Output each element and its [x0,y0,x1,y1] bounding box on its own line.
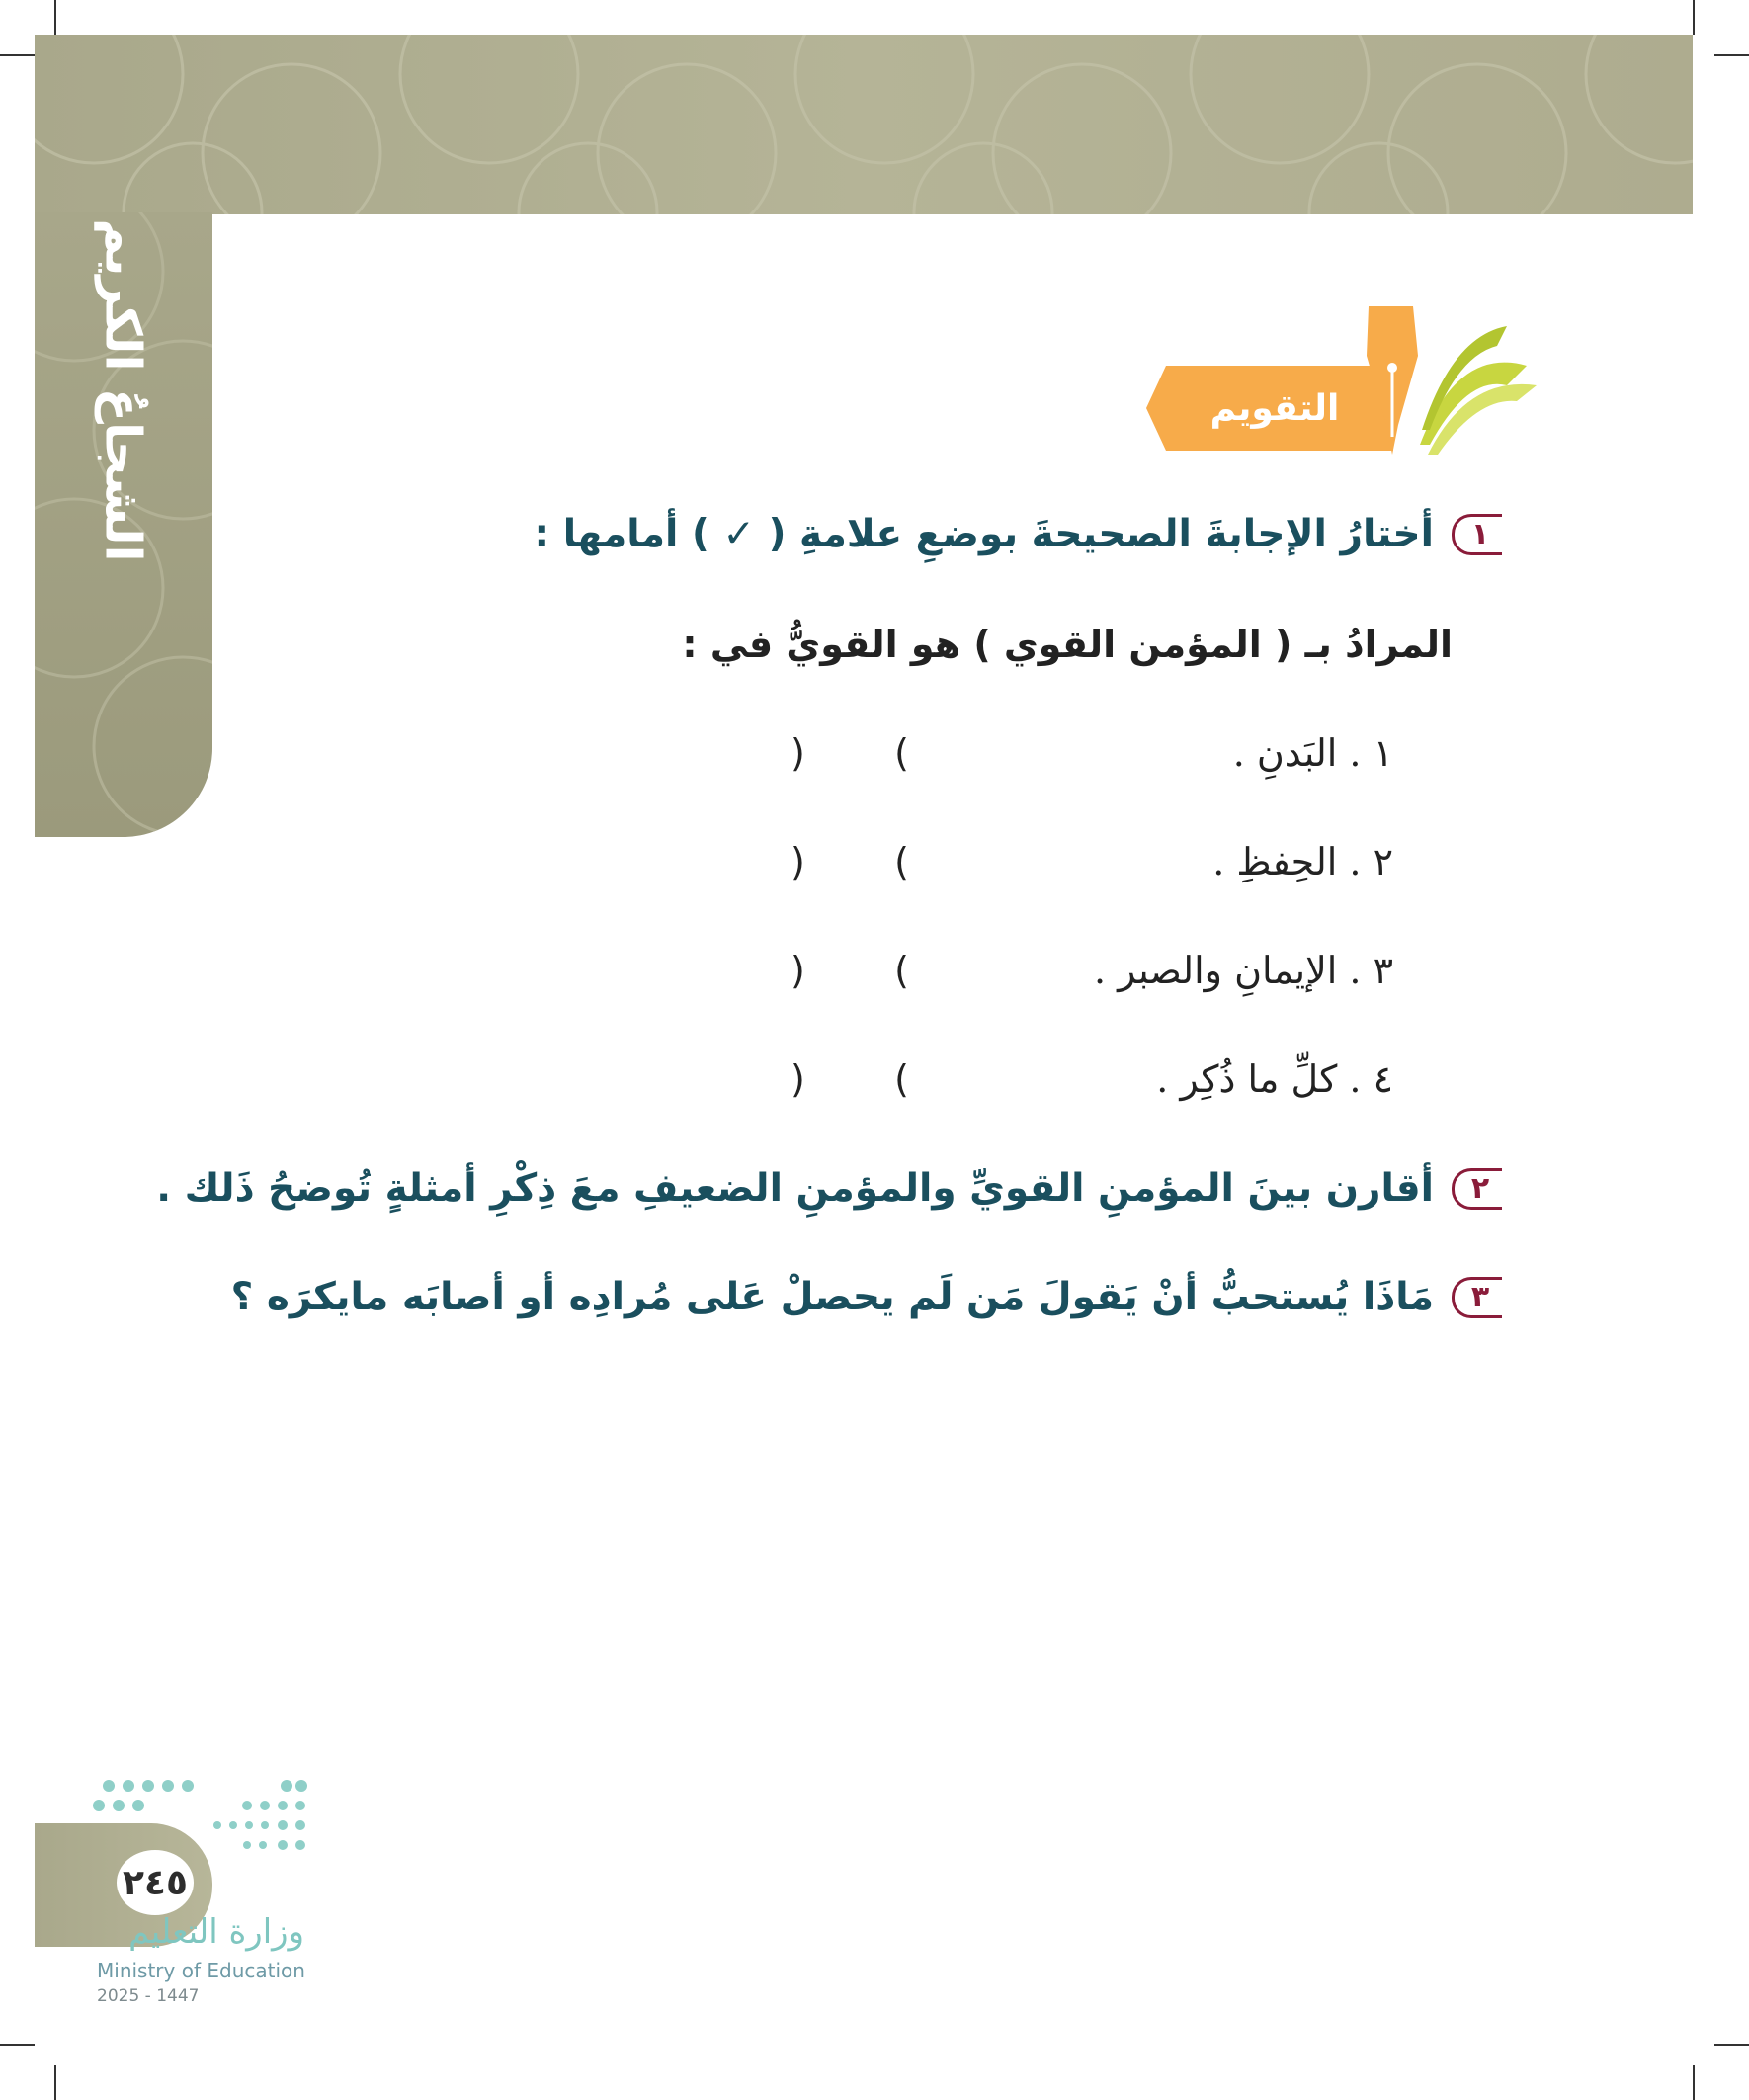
crop-mark [1714,54,1749,56]
answer-box[interactable]: ) ( [791,949,909,992]
edition-year: 2025 - 1447 [97,1986,200,2006]
chapter-title: الشجاعُ الكريم [95,218,152,562]
question-1-prompt: المرادُ بـ ( المؤمن القوي ) هو القويُّ في : [682,623,1453,666]
header-band [35,35,1693,214]
crop-mark [54,2065,56,2100]
crop-mark [0,54,35,56]
option-item: ٢ . الحِفظِ . [1212,840,1393,883]
page-number: ٢٤٥ [123,1862,188,1903]
crop-mark [1693,2065,1695,2100]
crop-mark [0,2044,35,2046]
question-3 [231,1275,1502,1319]
question-text: مَاذَا يُستحبُّ أنْ يَقولَ مَن لَم يحصلْ عَلى مُرادِه أو أصابَه مايكرَه ؟ [230,1275,1434,1319]
answer-box[interactable]: ) ( [791,1057,909,1101]
pen-nib-icon [1359,306,1541,464]
question-text: أختارُ الإجابةَ الصحيحةَ بوضعِ علامةِ ( ✓ ) أمامها : [534,512,1434,556]
arabesque-pattern [35,35,1693,214]
crop-mark [54,0,56,35]
crop-mark [1714,2044,1749,2046]
option-item: ١ . البَدنِ . [1232,731,1393,775]
answer-box[interactable]: ) ( [791,731,909,775]
option-item: ٤ . كلِّ ما ذُكِر . [1156,1057,1393,1101]
option-item: ٣ . الإيمانِ والصبر . [1093,949,1393,992]
question-number-badge: ٢ [1452,1168,1502,1210]
question-text: أقارن بينَ المؤمنِ القويِّ والمؤمنِ الضعيفِ معَ ذِكْرِ أمثلةٍ تُوضحُ ذَلك . [156,1166,1434,1211]
badge-label: التقويم [1209,387,1340,429]
crop-mark [1693,0,1695,35]
question-2 [156,1166,1502,1211]
question-number-badge: ٣ [1452,1277,1502,1318]
ministry-name-en: Ministry of Education [97,1959,305,1982]
answer-box[interactable]: ) ( [791,840,909,883]
evaluation-header [1146,306,1541,474]
question-number-badge: ١ [1452,514,1502,555]
ministry-name-ar: وزارة التعليم [128,1912,304,1952]
question-1 [535,512,1502,556]
